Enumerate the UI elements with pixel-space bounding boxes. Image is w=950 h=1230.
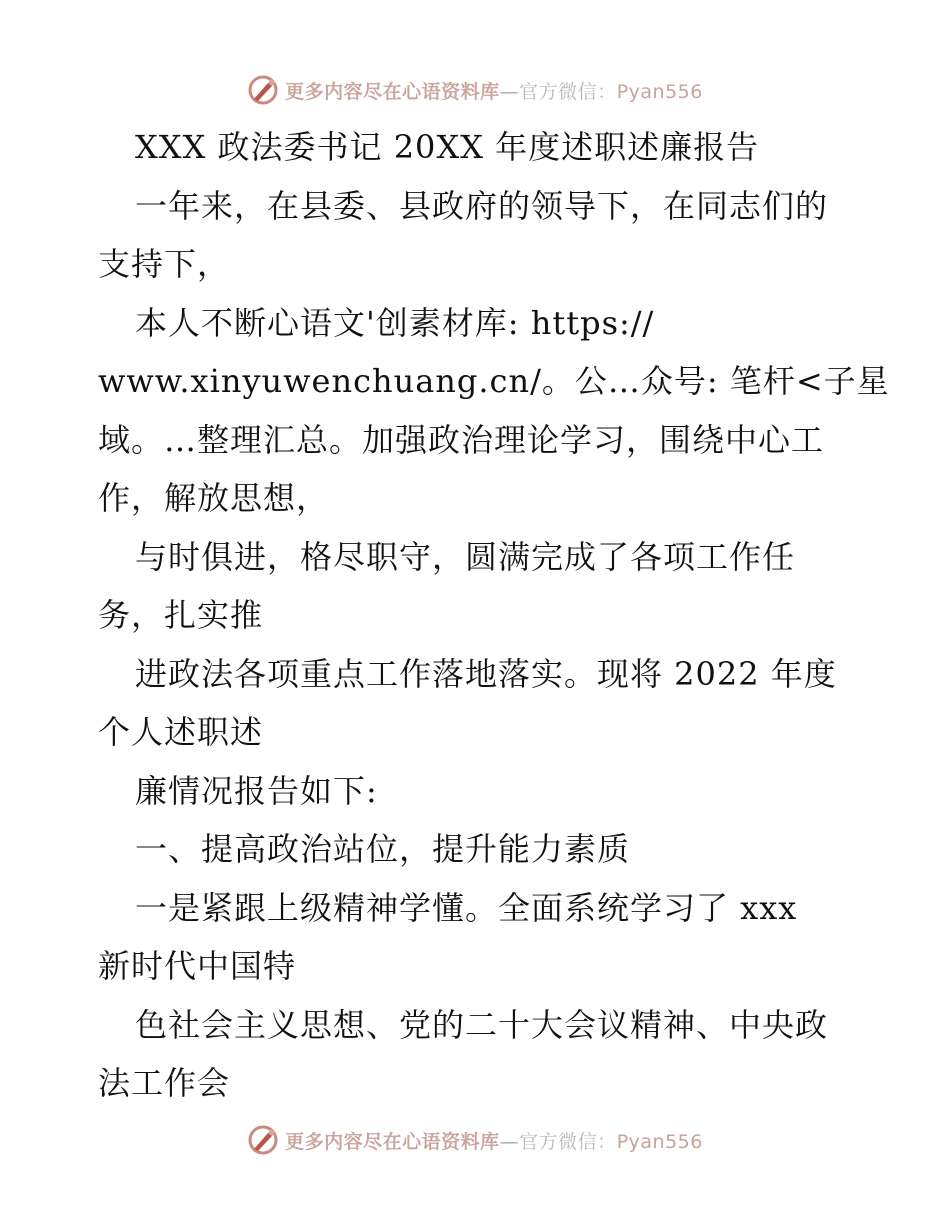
text-line: 一年来，在县委、县政府的领导下，在同志们的 — [135, 186, 829, 225]
footer-watermark-banner — [0, 1120, 950, 1160]
pen-logo-icon — [247, 1124, 279, 1156]
text-line: 支持下， — [98, 245, 231, 283]
document-body — [98, 118, 890, 1113]
document-title: XXX 政法委书记 20XX 年度述职述廉报告 — [135, 128, 760, 166]
banner-dash: — — [499, 1130, 520, 1153]
banner-wechat-id: Pyan556 — [616, 80, 703, 103]
text-line: 廉情况报告如下: — [135, 771, 378, 810]
text-line: 一、提高政治站位，提升能力素质 — [135, 830, 631, 868]
banner-wechat-id: Pyan556 — [616, 1130, 703, 1153]
text-line: 本人不断心语文'创素材库: https:// — [135, 303, 655, 342]
text-line: 色社会主义思想、党的二十大会议精神、中央政 — [135, 1005, 829, 1044]
text-line: 进政法各项重点工作落地落实。现将 2022 年度 — [135, 654, 837, 693]
banner-sub-text: 官方微信： — [519, 1130, 617, 1153]
text-line: 法工作会 — [98, 1064, 231, 1102]
banner-main-text: 更多内容尽在心语资料库 — [285, 1130, 500, 1153]
text-line: 与时俱进，格尽职守，圆满完成了各项工作任 — [135, 537, 796, 576]
text-line: www.xinyuwenchuang.cn/。公…众号: 笔杆<子星 — [98, 362, 890, 400]
text-line: 域。…整理汇总。加强政治理论学习，围绕中心工 — [98, 420, 825, 459]
banner-main-text: 更多内容尽在心语资料库 — [285, 80, 500, 103]
banner-sub-text: 官方微信： — [519, 80, 617, 103]
text-line: 务，扎实推 — [98, 596, 264, 634]
text-line: 作，解放思想， — [98, 479, 330, 517]
pen-logo-icon — [247, 74, 279, 106]
text-line: 新时代中国特 — [98, 947, 297, 985]
text-line: 一是紧跟上级精神学懂。全面系统学习了 xxx — [135, 888, 798, 927]
text-line: 个人述职述 — [98, 713, 264, 751]
banner-dash: — — [499, 80, 520, 103]
header-watermark-banner — [0, 70, 950, 110]
